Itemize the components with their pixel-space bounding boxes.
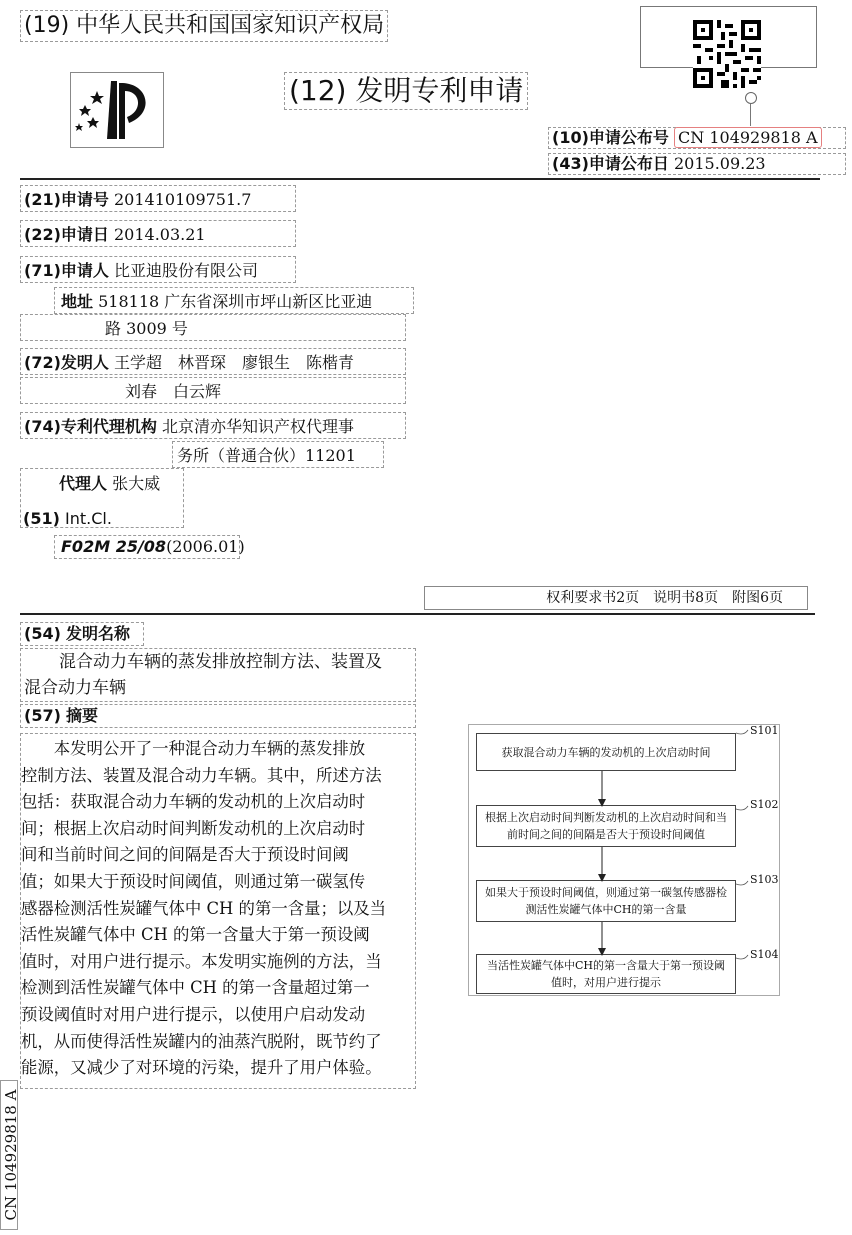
applicant-code: (71) (24, 261, 61, 280)
invention-title-line2: 混合动力车辆 (24, 678, 126, 698)
agency-row (20, 412, 406, 439)
ipc-version: (2006.01) (166, 537, 245, 556)
invention-title-line1: 混合动力车辆的蒸发排放控制方法、装置及 (59, 652, 382, 672)
header-divider (20, 178, 820, 180)
agency-line1: 北京清亦华知识产权代理事 (162, 417, 355, 436)
app-date-row (20, 220, 296, 247)
cnipa-emblem-icon (71, 73, 163, 147)
flow-step-text: 当活性炭罐气体中CH的第一含量大于第一预设阈值时，对用户进行提示 (486, 959, 725, 989)
doc-type-title (284, 72, 528, 110)
flow-leader-2 (736, 806, 748, 810)
applicant-label: 申请人 (60, 261, 109, 280)
doc-type-code: (12) (289, 74, 347, 107)
address-label: 地址 (61, 292, 94, 311)
abstract-line: 本发明公开了一种混合动力车辆的蒸发排放 (21, 739, 366, 758)
flow-leader-1 (736, 730, 748, 734)
title-label: 发明名称 (65, 624, 130, 643)
intcl-code: (51) (23, 509, 60, 528)
cnipa-logo (70, 72, 164, 148)
marker-circle (745, 92, 757, 104)
abstract-body (20, 733, 416, 1089)
agency-line2: 务所（普通合伙）11201 (177, 446, 356, 465)
flow-tag-s101: S101 (750, 724, 779, 737)
abstract-label: 摘要 (65, 706, 98, 725)
flow-step-text: 如果大于预设时间阈值，则通过第一碳氢传感器检测活性炭罐气体中CH的第一含量 (485, 886, 727, 916)
doc-type: 发明专利申请 (355, 74, 524, 107)
invention-title-heading (20, 622, 144, 646)
pub-no-label: 申请公布号 (588, 128, 669, 147)
abstract-line: 间；根据上次启动时间判断发动机的上次启动时 (21, 818, 366, 838)
inventors-line2: 刘春 白云辉 (125, 382, 222, 401)
pub-date-label: 申请公布日 (588, 154, 669, 173)
pages-summary (424, 586, 808, 610)
abstract-line: 机，从而使得活性炭罐内的油蒸汽脱附，既节约了 (21, 1031, 382, 1051)
inventor-label: 发明人 (60, 353, 109, 372)
invention-title (20, 648, 416, 702)
flow-step-text: 根据上次启动时间判断发动机的上次启动时间和当前时间之间的间隔是否大于预设时间阈值 (485, 811, 727, 841)
pub-no-value: CN 104929818 A (674, 127, 822, 148)
abstract-heading (20, 704, 416, 728)
qr-code (693, 20, 761, 88)
inventors-line1: 王学超 林晋琛 廖银生 陈楷青 (114, 353, 355, 372)
office-code: (19) (24, 13, 70, 38)
app-no-code: (21) (24, 190, 61, 209)
abstract-line: 预设阈值时对用户进行提示，以使用户启动发动 (21, 1004, 366, 1024)
agent-value: 张大威 (112, 474, 161, 493)
abstract-line: 间和当前时间之间的间隔是否大于预设时间阈 (21, 845, 349, 865)
pub-number-row (548, 127, 846, 149)
abstract-line: 控制方法、装置及混合动力车辆。其中，所述方法 (21, 765, 382, 785)
abstract-line: 能源，又减少了对环境的污染，提升了用户体验。 (21, 1058, 382, 1078)
app-date-label: 申请日 (60, 225, 109, 244)
app-no-label: 申请号 (60, 190, 109, 209)
intcl-label: Int.Cl. (64, 509, 112, 528)
office-title (20, 10, 388, 42)
app-date-code: (22) (24, 225, 61, 244)
ipc-code: F02M 25/08 (61, 537, 167, 556)
agency-row-2 (172, 441, 384, 468)
applicant-row (20, 256, 296, 283)
pub-no-code: (10) (552, 128, 589, 147)
inventor-code: (72) (24, 353, 61, 372)
app-no-row (20, 185, 296, 212)
address-line1: 518118 广东省深圳市坪山新区比亚迪 (98, 292, 373, 311)
office-name: 中华人民共和国国家知识产权局 (76, 13, 385, 38)
marker-line (750, 104, 751, 126)
intcl-row (23, 505, 112, 532)
abstract-line: 活性炭罐气体中 CH 的第一含量大于第一预设阈 (21, 925, 370, 945)
agency-code: (74) (24, 417, 61, 436)
inventor-row-2 (20, 377, 406, 404)
flow-connectors (468, 724, 780, 996)
qr-code-icon (693, 20, 761, 88)
applicant-value: 比亚迪股份有限公司 (114, 261, 259, 280)
address-line2: 路 3009 号 (105, 319, 188, 338)
abstract-line: 检测到活性炭罐气体中 CH 的第一含量超过第一 (21, 978, 370, 998)
abstract-line: 包括：获取混合动力车辆的发动机的上次启动时 (21, 792, 366, 812)
title-code: (54) (24, 624, 61, 643)
app-date-value: 2014.03.21 (114, 225, 206, 244)
pub-date-value: 2015.09.23 (674, 154, 766, 173)
abstract-code: (57) (24, 706, 61, 725)
app-no-value: 201410109751.7 (114, 190, 252, 209)
flow-tag-s103: S103 (750, 873, 779, 886)
side-label: CN 104929818 A (2, 1089, 20, 1221)
ipc-row (54, 535, 245, 559)
address-row-2 (20, 314, 406, 341)
pub-date-code: (43) (552, 154, 589, 173)
agent-label: 代理人 (59, 474, 108, 493)
flow-leader-3 (736, 881, 748, 885)
pages-summary-text: 权利要求书2页 说明书8页 附图6页 (546, 590, 783, 606)
mid-divider (20, 613, 815, 615)
abstract-line: 感器检测活性炭罐气体中 CH 的第一含量；以及当 (21, 898, 387, 918)
abstract-line: 值；如果大于预设时间阈值，则通过第一碳氢传 (21, 871, 366, 891)
pub-date-row (548, 153, 846, 175)
flow-tag-s104: S104 (750, 948, 779, 961)
flow-tag-s102: S102 (750, 798, 779, 811)
address-row (54, 287, 414, 314)
abstract-line: 值时，对用户进行提示。本发明实施例的方法，当 (21, 951, 382, 971)
flow-leader-4 (736, 955, 748, 959)
agency-label: 专利代理机构 (60, 417, 157, 436)
inventor-row (20, 348, 406, 375)
flow-step-text: 获取混合动力车辆的发动机的上次启动时间 (501, 745, 711, 759)
